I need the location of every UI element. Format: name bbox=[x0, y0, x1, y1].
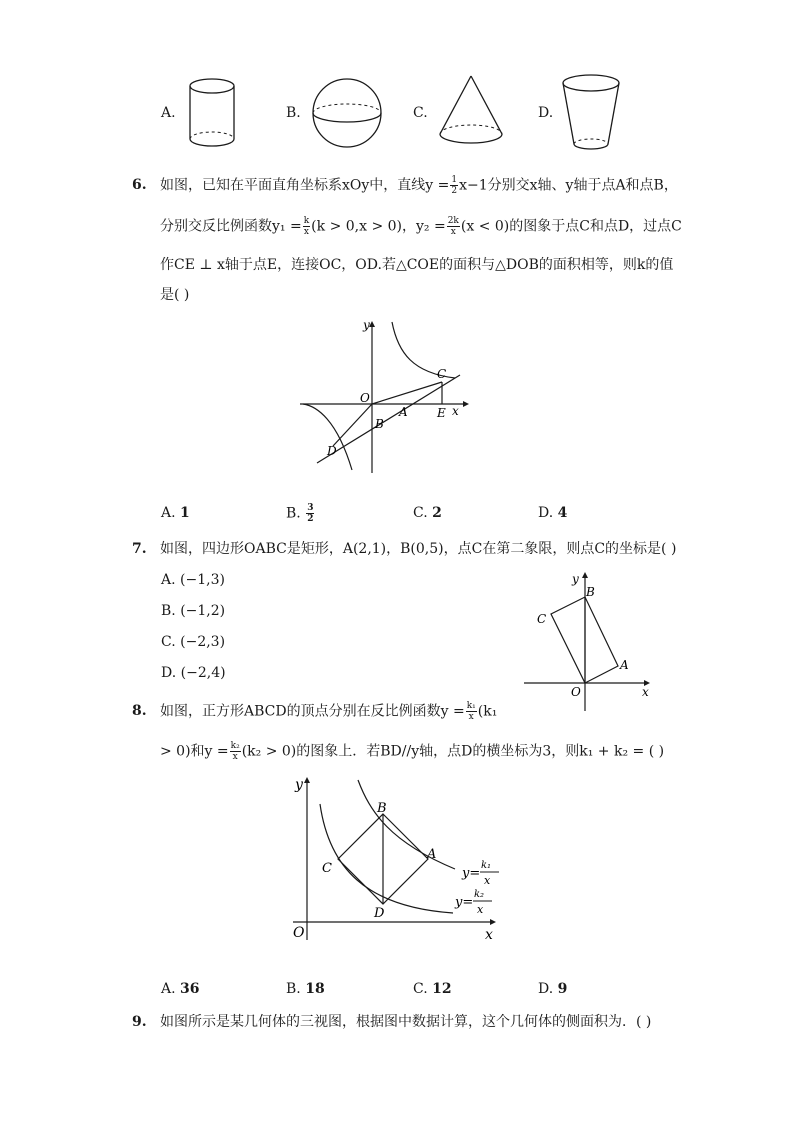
q8-curve1-prefix: y= bbox=[462, 866, 481, 881]
q5-option-d-label[interactable]: D. bbox=[538, 105, 554, 121]
q7-option-a-label: A. bbox=[161, 572, 176, 588]
q5-option-b-label[interactable]: B. bbox=[286, 105, 301, 121]
q6-line-2-c: (x < 0)的图象于点C和点D，过点C bbox=[460, 218, 682, 235]
q6-option-b[interactable] bbox=[286, 503, 315, 524]
q6-option-c[interactable] bbox=[413, 503, 442, 523]
q8-label-o: O bbox=[293, 925, 305, 941]
q8-option-b-value: 18 bbox=[305, 981, 325, 997]
q6-fraction-2k-x bbox=[447, 216, 460, 237]
frac-num: k₂ bbox=[230, 741, 240, 751]
q8-label-a: A bbox=[427, 847, 437, 862]
q7-option-d-label: D. bbox=[161, 665, 177, 681]
q9-number: 9. bbox=[132, 1014, 147, 1030]
q8-curve2-prefix: y= bbox=[455, 895, 474, 910]
q6-label-a: A bbox=[399, 405, 408, 419]
frac-num: k₁ bbox=[466, 701, 476, 711]
q8-option-a[interactable] bbox=[161, 979, 200, 999]
q6-label-e: E bbox=[437, 406, 446, 420]
q6-option-a[interactable] bbox=[161, 503, 190, 523]
q7-label-b: B bbox=[586, 585, 595, 599]
q6-label-y: y bbox=[363, 318, 370, 332]
q7-number: 7. bbox=[132, 541, 147, 557]
q8-fraction-k2-x bbox=[230, 741, 241, 762]
q9-text: 如图所示是某几何体的三视图，根据图中数据计算，这个几何体的侧面积为．( ) bbox=[160, 1014, 652, 1030]
q8-option-a-label: A. bbox=[161, 981, 176, 997]
q7-option-c[interactable] bbox=[161, 632, 225, 652]
q8-label-c: C bbox=[322, 861, 332, 876]
frac-den: x bbox=[303, 227, 309, 237]
frac-num: 1 bbox=[451, 175, 458, 185]
q8-option-c-label: C. bbox=[413, 981, 428, 997]
q7-option-d[interactable] bbox=[161, 663, 226, 683]
q6-option-d-label: D. bbox=[538, 505, 554, 521]
frac-den: x bbox=[232, 752, 238, 762]
frac-den: x bbox=[468, 712, 474, 722]
sphere-figure bbox=[308, 74, 386, 152]
q7-option-b-value: (−1,2) bbox=[180, 603, 226, 619]
q8-fraction-k1-x bbox=[466, 701, 477, 722]
q8-figure bbox=[285, 772, 510, 944]
q6-option-d-value: 4 bbox=[557, 505, 568, 521]
q8-number: 8. bbox=[132, 703, 147, 719]
frac-den: 2 bbox=[307, 514, 314, 524]
q6-option-a-label: A. bbox=[161, 505, 176, 521]
cone-figure bbox=[435, 72, 507, 152]
frac-den: 2 bbox=[451, 186, 458, 196]
q8-option-a-value: 36 bbox=[180, 981, 200, 997]
q6-number: 6. bbox=[132, 177, 147, 193]
x-axis-arrow-icon bbox=[490, 919, 496, 925]
q8-line-1 bbox=[160, 701, 497, 722]
q6-line-1-text: 如图，已知在平面直角坐标系xOy中，直线y = bbox=[160, 177, 450, 194]
q6-option-c-value: 2 bbox=[432, 505, 442, 521]
q7-label-y: y bbox=[572, 572, 579, 586]
segment-od bbox=[333, 404, 372, 446]
q8-line-1-tail: (k₁ bbox=[477, 703, 498, 720]
q6-figure bbox=[295, 318, 470, 478]
q6-option-c-label: C. bbox=[413, 505, 428, 521]
frac-num: 3 bbox=[307, 503, 314, 513]
q6-label-d: D bbox=[327, 444, 337, 458]
q7-option-d-value: (−2,4) bbox=[180, 665, 226, 681]
q8-label-x: x bbox=[485, 927, 493, 943]
q8-label-d: D bbox=[374, 906, 385, 921]
q8-curve2-num: k₂ bbox=[474, 889, 485, 900]
q6-option-b-fraction bbox=[306, 503, 314, 524]
q6-line-4: 是( ) bbox=[160, 287, 190, 303]
q7-label-c: C bbox=[537, 612, 547, 626]
q8-option-c-value: 12 bbox=[432, 981, 452, 997]
q7-option-a-value: (−1,3) bbox=[180, 572, 225, 588]
q7-figure bbox=[520, 565, 660, 715]
q8-label-y: y bbox=[295, 777, 303, 793]
q6-label-b: B bbox=[375, 417, 384, 431]
q7-option-a[interactable] bbox=[161, 570, 225, 590]
q6-line-2-a: 分别交反比例函数y₁ = bbox=[160, 218, 302, 235]
y-axis-arrow-icon bbox=[369, 321, 375, 327]
q6-label-o: O bbox=[360, 391, 370, 405]
q8-option-d-value: 9 bbox=[557, 981, 568, 997]
q7-label-x: x bbox=[642, 685, 649, 699]
q6-label-c: C bbox=[437, 367, 447, 381]
frac-num: k bbox=[303, 216, 310, 226]
q8-line-2 bbox=[160, 741, 664, 762]
q8-option-c[interactable] bbox=[413, 979, 452, 999]
q8-option-d-label: D. bbox=[538, 981, 554, 997]
y-axis-arrow-icon bbox=[304, 777, 310, 783]
q8-line-2-a: > 0)和y = bbox=[160, 743, 229, 760]
q6-line-2 bbox=[160, 216, 682, 237]
cylinder-figure bbox=[183, 75, 241, 153]
q8-line-2-b: (k₂ > 0)的图象上．若BD//y轴，点D的横坐标为3，则k₁ + k₂ = ( ) bbox=[241, 743, 665, 760]
q6-label-x: x bbox=[452, 404, 459, 418]
q6-line-1-tail: x−1分别交x轴、y轴于点A和点B， bbox=[459, 177, 678, 194]
q8-curve1-den: x bbox=[484, 874, 491, 887]
q8-line-1-text: 如图，正方形ABCD的顶点分别在反比例函数y = bbox=[160, 703, 465, 720]
q6-fraction-k-x bbox=[303, 216, 310, 237]
q8-label-b: B bbox=[377, 801, 387, 816]
q5-option-c-label[interactable]: C. bbox=[413, 105, 428, 121]
q8-option-b-label: B. bbox=[286, 981, 301, 997]
q8-option-b[interactable] bbox=[286, 979, 325, 999]
frac-num: 2k bbox=[447, 216, 459, 226]
q7-option-c-label: C. bbox=[161, 634, 176, 650]
q7-label-a: A bbox=[620, 658, 629, 672]
q7-text: 如图，四边形OABC是矩形，A(2,1)，B(0,5)，点C在第二象限，则点C的坐标是( ) bbox=[160, 541, 677, 557]
q7-option-b[interactable] bbox=[161, 601, 225, 621]
q6-line-2-b: (k > 0,x > 0)，y₂ = bbox=[311, 218, 446, 235]
q6-line-1 bbox=[160, 175, 678, 196]
q6-option-b-label: B. bbox=[286, 505, 301, 522]
q6-option-d[interactable] bbox=[538, 503, 567, 523]
q6-line-3: 作CE ⊥ x轴于点E，连接OC，OD.若△COE的面积与△DOB的面积相等，则k的值 bbox=[160, 257, 674, 273]
q8-curve1-num: k₁ bbox=[481, 860, 492, 871]
y-axis-arrow-icon bbox=[582, 572, 588, 578]
q5-option-a-label[interactable]: A. bbox=[161, 105, 176, 121]
hyperbola-y2 bbox=[303, 404, 352, 470]
q8-option-d[interactable] bbox=[538, 979, 567, 999]
q7-option-c-value: (−2,3) bbox=[180, 634, 226, 650]
q7-label-o: O bbox=[571, 685, 581, 699]
x-axis-arrow-icon bbox=[463, 401, 469, 407]
q6-fraction-half bbox=[450, 175, 458, 196]
q7-option-b-label: B. bbox=[161, 603, 176, 619]
q8-curve2-den: x bbox=[477, 903, 484, 916]
frac-den: x bbox=[450, 227, 456, 237]
q6-option-a-value: 1 bbox=[180, 505, 190, 521]
frustum-figure bbox=[558, 70, 624, 154]
